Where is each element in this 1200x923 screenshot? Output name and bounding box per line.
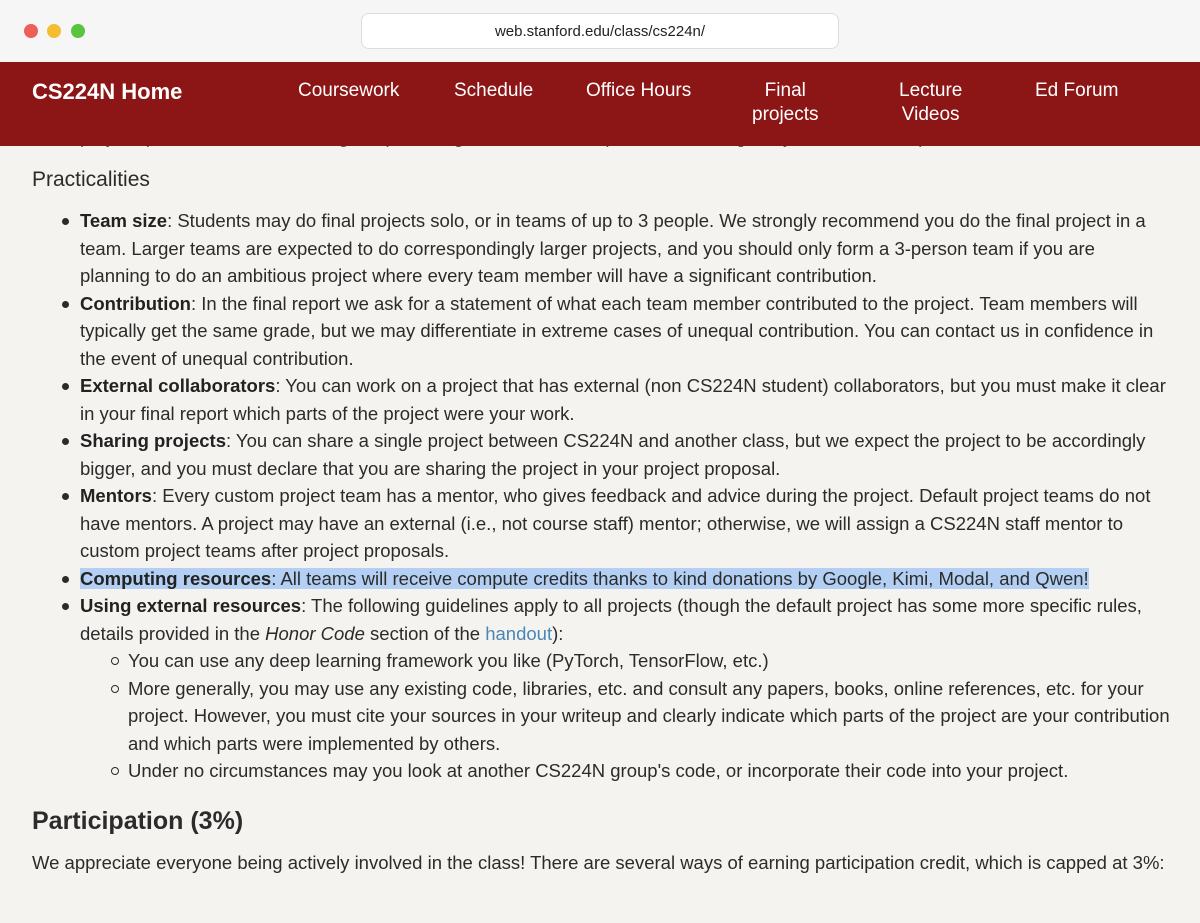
item-text: ): [552,622,564,644]
nav-link-final-projects[interactable] [752,79,819,127]
sublist-item: You can use any deep learning framework you like (PyTorch, TensorFlow, etc.) [80,647,1170,675]
nav-link-label: Videos [901,104,960,125]
item-term: Mentors [80,485,152,506]
nav-link-label: Office Hours [586,80,692,101]
selected-text[interactable] [80,568,1089,589]
list-item [32,427,1170,482]
item-text: section of the [364,622,486,644]
nav-link-schedule[interactable] [454,79,533,103]
address-bar[interactable] [361,13,839,49]
site-navbar [0,62,1200,146]
nav-link-label: Lecture [899,80,963,101]
item-text: : The following guidelines apply to all projects (though the default project has some more specific rules, details provided in the [80,595,1142,644]
practicalities-heading: Practicalities [32,168,150,191]
list-item-highlighted [32,565,1170,593]
nav-link-label: Ed Forum [1035,80,1119,101]
nav-link-label: Schedule [454,80,534,101]
nav-link-lecture-videos[interactable] [899,79,962,127]
list-item [32,207,1170,290]
item-term: External collaborators [80,375,276,396]
item-term: Team size [80,210,168,231]
item-text: : Every custom project team has a mentor, who gives feedback and advice during the project. Default project teams do not have mentors. A project may have an external (i.e., not course staff) mentor; otherwise, we will assign a CS224N staff mentor to custom project teams after project proposals. [80,485,1151,561]
sublist-item: Under no circumstances may you look at another CS224N group's code, or incorporate their code into your project. [80,757,1170,785]
list-item [32,290,1170,373]
nav-link-label: Final [764,80,806,101]
item-text: : All teams will receive compute credits thanks to kind donations by Google, Kimi, Modal, and Qwen! [271,567,1089,589]
item-term: Using external resources [80,595,302,616]
nav-link-label: projects [752,104,819,125]
item-text: : In the final report we ask for a statement of what each team member contributed to the project. Team members will typically get the same grade, but we may differentiate in extreme cases of unequal contribution. You can contact us in confidence in the event of unequal contribution. [80,292,1154,369]
sublist-item: More generally, you may use any existing code, libraries, etc. and consult any papers, books, online references, etc. for your project. However, you must cite your sources in your writeup and clearly indicate which parts of the project are your contribution and which parts were implemented by others. [80,675,1170,758]
item-term: Computing resources [80,567,272,589]
participation-paragraph: We appreciate everyone being actively involved in the class! There are several ways of earning participation credit, which is capped at 3%: [32,852,1165,873]
browser-titlebar [0,0,1200,62]
nav-link-ed-forum[interactable] [1035,79,1118,103]
nav-link-office-hours[interactable] [586,79,691,103]
close-window-button[interactable] [24,24,38,38]
nav-link-coursework[interactable] [298,79,399,103]
list-item [32,592,1170,785]
item-text: : Students may do final projects solo, or in teams of up to 3 people. We strongly recommend you do the final project in a team. Larger teams are expected to do correspondingly larger projects, and you should only form a 3-person team if you are planning to do an ambitious project where every team member will have a significant contribution. [80,210,1146,286]
item-text: : You can share a single project between CS224N and another class, but we expect the project to be accordingly bigger, and you must declare that you are sharing the project in your project proposal. [80,430,1146,479]
honor-code-text: Honor Code [265,622,365,644]
item-text: : You can work on a project that has external (non CS224N student) collaborators, but you must make it clear in your final report which parts of the project were your work. [80,375,1166,424]
participation-heading: Participation (3%) [32,807,244,835]
maximize-window-button[interactable] [71,24,85,38]
nav-home-link[interactable]: CS224N Home [32,79,183,104]
item-term: Contribution [80,292,191,314]
list-item [32,372,1170,427]
item-term: Sharing projects [80,430,226,451]
nav-link-label: Coursework [298,80,400,101]
external-resources-sublist [80,647,1170,785]
minimize-window-button[interactable] [47,24,61,38]
practicalities-list [32,207,1170,785]
list-item [32,482,1170,565]
url-text: web.stanford.edu/class/cs224n/ [494,22,706,40]
handout-link[interactable]: handout [485,622,553,644]
